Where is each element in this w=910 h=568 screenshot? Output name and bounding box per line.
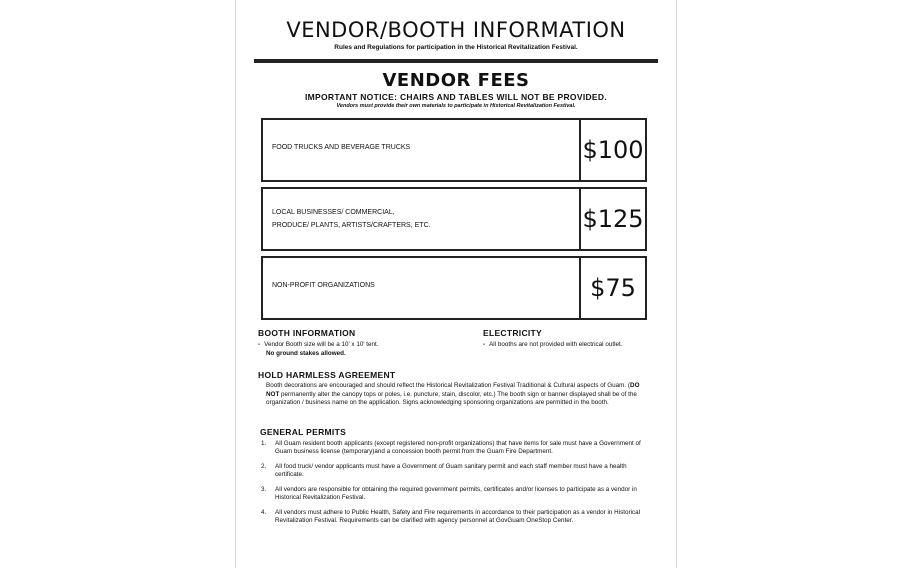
- fee-price: $100: [582, 136, 644, 164]
- fee-box: [261, 256, 647, 320]
- bullet-dash: -: [483, 341, 486, 348]
- bullet-dash: -: [258, 341, 261, 348]
- fee-box: [261, 118, 647, 182]
- fee-label: [272, 189, 572, 249]
- fees-title: VENDOR FEES: [382, 70, 530, 91]
- hold-harmless-text-2: permanently alter the canopy tops or poles, i.e. puncture, stain, discolor, etc.) The booth sign or banner displayed shall be of the organization / business name on the application. Signs acknowledging sponsoring organizations are permitted in the booth.: [266, 390, 637, 406]
- fee-label: [272, 258, 572, 318]
- list-item-text: All Guam resident booth applicants (except registered non-profit organizations) that have items for sale must have a Government of Guam business license (temporary)and a concession booth permit from the Guam Fire Department.: [275, 440, 641, 455]
- list-item-text: All food truck/ vendor applicants must have a Government of Guam sanitary permit and each staff member must have a health certificate.: [275, 463, 627, 478]
- fee-label: [272, 120, 572, 180]
- hold-harmless-text-1: Booth decorations are encouraged and should reflect the Historical Revitalization Festival Traditional & Cultural aspects of Guam. (: [266, 382, 631, 389]
- booth-info-heading: BOOTH INFORMATION: [258, 328, 356, 338]
- list-item-text: All vendors are responsible for obtaining the required government permits, certificates and/or licenses to participate as a vendor in Historical Revitalization Festival.: [275, 486, 637, 501]
- fee-label-line: PRODUCE/ PLANTS, ARTISTS/CRAFTERS, ETC.: [272, 222, 431, 229]
- fee-price: $125: [582, 205, 644, 233]
- list-item-number: 2.: [261, 463, 267, 470]
- title-divider: [254, 59, 658, 63]
- list-item: [261, 486, 641, 502]
- hold-harmless-heading: HOLD HARMLESS AGREEMENT: [258, 370, 396, 380]
- fee-label-line: LOCAL BUSINESSES/ COMMERCIAL,: [272, 209, 395, 216]
- list-item: [261, 463, 641, 479]
- list-item-number: 1.: [261, 440, 267, 447]
- hold-harmless-text: [266, 382, 648, 408]
- fee-price: $75: [590, 274, 636, 302]
- document-page: [235, 0, 677, 568]
- electricity-line: All booths are not provided with electrical outlet.: [489, 341, 623, 348]
- list-item-number: 3.: [261, 486, 267, 493]
- important-notice: IMPORTANT NOTICE: CHAIRS AND TABLES WILL NOT BE PROVIDED.: [304, 92, 607, 102]
- list-item: [261, 509, 641, 525]
- list-item-text: All vendors must adhere to Public Health, Safety and Fire requirements in accordance to their participation as a vendor in Historical Revitalization Festival. Requirements can be clarified with agency personnel at GovGuam OneStop Center.: [275, 509, 641, 524]
- fee-box: [261, 187, 647, 251]
- permits-list: [261, 440, 641, 532]
- page-subtitle: Rules and Regulations for participation in the Historical Revitalization Festival.: [334, 44, 578, 51]
- page-title: VENDOR/BOOTH INFORMATION: [286, 18, 626, 42]
- list-item: [261, 440, 641, 456]
- electricity-heading: ELECTRICITY: [483, 328, 543, 338]
- booth-stakes-text: No ground stakes allowed.: [266, 349, 346, 357]
- general-permits-heading: GENERAL PERMITS: [260, 427, 347, 437]
- notice-subtext: Vendors must provide their own materials to participate in Historical Revitalization Festival.: [336, 103, 576, 109]
- electricity-text: [483, 341, 673, 350]
- booth-info-text: [258, 341, 458, 358]
- booth-size-text: Vendor Booth size will be a 10' x 10' tent.: [264, 341, 379, 348]
- fee-label-line: FOOD TRUCKS AND BEVERAGE TRUCKS: [272, 144, 411, 151]
- list-item-number: 4.: [261, 509, 267, 516]
- hold-harmless-bold: DO NOT: [266, 382, 640, 398]
- fee-label-line: NON-PROFIT ORGANIZATIONS: [272, 282, 375, 289]
